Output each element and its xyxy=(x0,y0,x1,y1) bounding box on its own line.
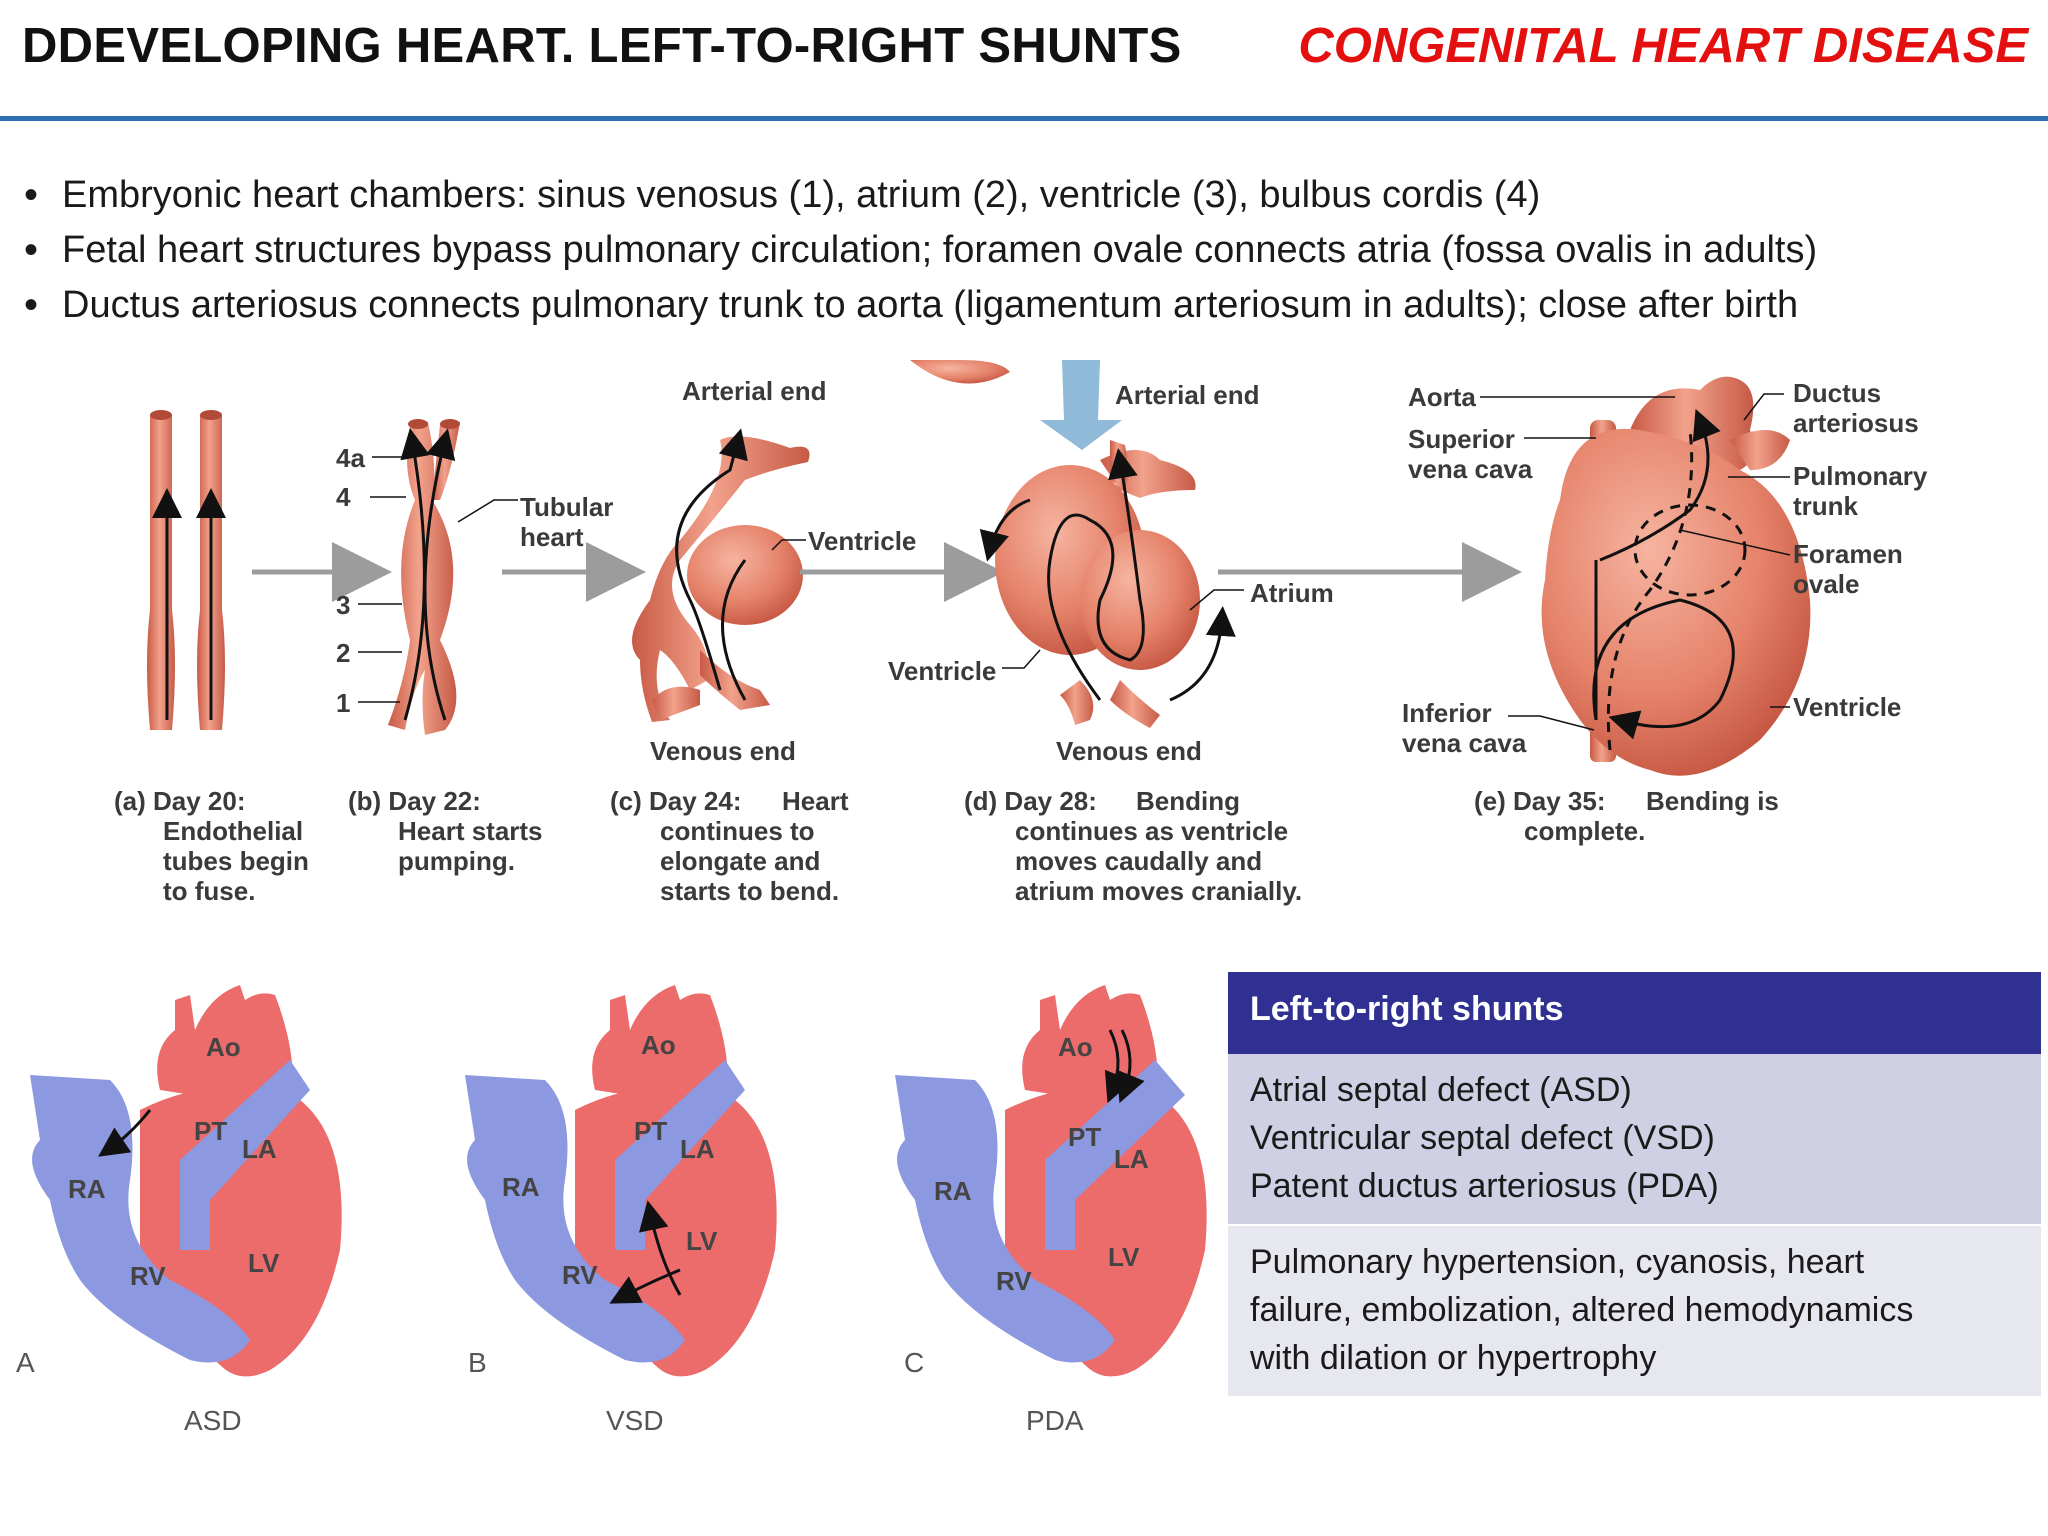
shunt-c-rv: RV xyxy=(996,1266,1032,1296)
stage-b-tubular-heart xyxy=(358,419,518,735)
label-arterial-end-c: Arterial end xyxy=(682,376,827,406)
table-row-defects xyxy=(1228,1054,2041,1224)
caption-c-line: starts to bend. xyxy=(660,876,840,906)
label-4: 4 xyxy=(336,482,351,512)
caption-a-title: (a) Day 20: xyxy=(114,786,246,816)
caption-a-line: tubes begin xyxy=(163,846,309,876)
label-ivc-2: vena cava xyxy=(1402,728,1527,758)
shunt-c-la: LA xyxy=(1114,1144,1149,1174)
table-cell: Atrial septal defect (ASD) xyxy=(1250,1071,1632,1109)
label-tubular-heart-2: heart xyxy=(520,522,584,552)
caption-c-line: elongate and xyxy=(660,846,821,876)
label-ventricle-d: Ventricle xyxy=(888,656,997,686)
partial-heart-fragment xyxy=(910,360,1010,384)
shunt-a-la: LA xyxy=(242,1134,277,1164)
label-ivc-1: Inferior xyxy=(1402,698,1492,728)
table-cell: Patent ductus arteriosus (PDA) xyxy=(1250,1167,1719,1205)
shunt-a-letter: A xyxy=(16,1347,35,1378)
shunt-c-letter: C xyxy=(904,1347,925,1378)
shunts-table xyxy=(1228,972,2041,1396)
slide-subject: CONGENITAL HEART DISEASE xyxy=(1298,19,2028,73)
label-1: 1 xyxy=(336,688,351,718)
table-cell: failure, embolization, altered hemodynamics xyxy=(1250,1291,1914,1329)
stage-e-fetal-heart xyxy=(1480,377,1810,776)
caption-a-line: Endothelial xyxy=(163,816,304,846)
label-tubular-heart-1: Tubular xyxy=(520,492,614,522)
shunt-a-rv: RV xyxy=(130,1261,166,1291)
label-aorta: Aorta xyxy=(1408,382,1476,412)
label-venous-end-c: Venous end xyxy=(650,736,796,766)
stage-d-looping-heart xyxy=(990,440,1244,728)
label-2: 2 xyxy=(336,638,351,668)
shunt-a-lv: LV xyxy=(248,1248,280,1278)
label-ductus-1: Ductus xyxy=(1793,378,1882,408)
shunt-b-name: VSD xyxy=(606,1405,664,1436)
shunt-b-pt: PT xyxy=(634,1116,668,1146)
label-foramen-1: Foramen xyxy=(1793,539,1903,569)
shunt-a-name: ASD xyxy=(184,1405,242,1436)
table-cell: with dilation or hypertrophy xyxy=(1250,1339,1657,1377)
caption-b-title: (b) Day 22: xyxy=(348,786,481,816)
caption-d-title: (d) Day 28: xyxy=(964,786,1097,816)
label-venous-end-d: Venous end xyxy=(1056,736,1202,766)
table-cell: Pulmonary hypertension, cyanosis, heart xyxy=(1250,1243,1865,1281)
caption-d-rest: Bending xyxy=(1136,786,1240,816)
shunt-c-ao: Ao xyxy=(1058,1032,1093,1062)
caption-e-rest: Bending is xyxy=(1646,786,1779,816)
stage-a-tubes xyxy=(147,410,225,730)
shunt-c-lv: LV xyxy=(1108,1242,1140,1272)
label-4a: 4a xyxy=(336,443,365,473)
shunt-c-ra: RA xyxy=(934,1176,972,1206)
caption-c-title: (c) Day 24: xyxy=(610,786,742,816)
shunt-a-pt: PT xyxy=(194,1116,228,1146)
bullet-item: • Embryonic heart chambers: sinus venosus (1), atrium (2), ventricle (3), bulbus cordis (4) xyxy=(24,168,1817,223)
slide-title: DDEVELOPING HEART. LEFT-TO-RIGHT SHUNTS xyxy=(22,19,1182,73)
label-foramen-2: ovale xyxy=(1793,569,1860,599)
label-atrium-d: Atrium xyxy=(1250,578,1334,608)
table-cell: Ventricular septal defect (VSD) xyxy=(1250,1119,1715,1157)
label-pulm-trunk-1: Pulmonary xyxy=(1793,461,1928,491)
caption-c-rest: Heart xyxy=(782,786,849,816)
caption-b-line: Heart starts xyxy=(398,816,543,846)
caption-e-title: (e) Day 35: xyxy=(1474,786,1606,816)
label-ventricle-c: Ventricle xyxy=(808,526,917,556)
shunt-a-ra: RA xyxy=(68,1174,106,1204)
label-pulm-trunk-2: trunk xyxy=(1793,491,1858,521)
caption-d-line: continues as ventricle xyxy=(1015,816,1289,846)
table-header: Left-to-right shunts xyxy=(1228,972,2041,1054)
caption-a-line: to fuse. xyxy=(163,876,256,906)
caption-e-line: complete. xyxy=(1524,816,1646,846)
label-ventricle-e: Ventricle xyxy=(1793,692,1902,722)
table-row-complications xyxy=(1228,1224,2041,1396)
shunt-c-pt: PT xyxy=(1068,1122,1102,1152)
stage-c-bending-heart xyxy=(632,436,810,722)
shunt-b-ao: Ao xyxy=(641,1030,676,1060)
caption-c-line: continues to xyxy=(660,816,815,846)
bullet-item: • Fetal heart structures bypass pulmonary circulation; foramen ovale connects atria (fossa ovalis in adults) xyxy=(24,223,1817,278)
shunt-b-letter: B xyxy=(468,1347,487,1378)
caption-d-line: atrium moves cranially. xyxy=(1015,876,1303,906)
shunt-b-la: LA xyxy=(680,1134,715,1164)
caption-b-line: pumping. xyxy=(398,846,515,876)
shunt-b-rv: RV xyxy=(562,1260,598,1290)
label-ductus-2: arteriosus xyxy=(1793,408,1919,438)
down-arrow-icon xyxy=(1040,360,1122,450)
bullet-item: • Ductus arteriosus connects pulmonary trunk to aorta (ligamentum arteriosum in adults); close after birth xyxy=(24,278,1817,333)
shunt-b-lv: LV xyxy=(686,1226,718,1256)
label-svc-2: vena cava xyxy=(1408,454,1533,484)
caption-d-line: moves caudally and xyxy=(1015,846,1263,876)
shunt-a-ao: Ao xyxy=(206,1032,241,1062)
label-3: 3 xyxy=(336,590,351,620)
shunt-b-ra: RA xyxy=(502,1172,540,1202)
label-arterial-end-d: Arterial end xyxy=(1115,380,1260,410)
label-svc-1: Superior xyxy=(1408,424,1515,454)
shunt-c-name: PDA xyxy=(1026,1405,1084,1436)
